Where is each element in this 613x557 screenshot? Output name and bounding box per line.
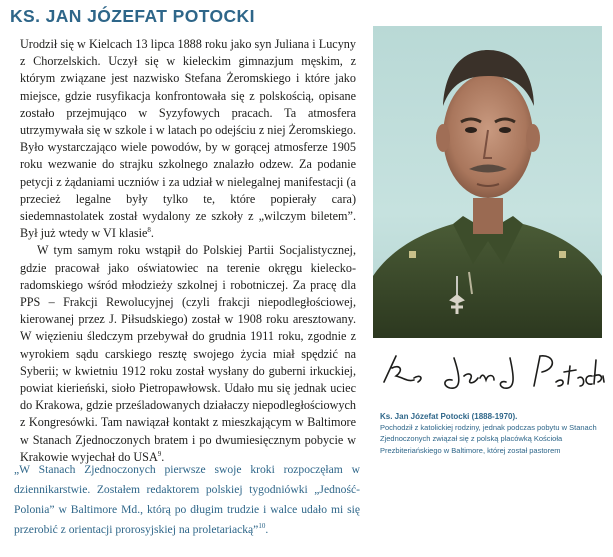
paragraph-2-text: W tym samym roku wstąpił do Polskiej Partii Socjalistycznej, gdzie pracował jako oświatowiec na terenie okręgu kielecko-radomskiego wśród młodzieży szkolnej i robotniczej. Za pracę dla PPS – Frakcji Rewolucyjnej (czyli frakcji niepodległościowej, kierowanej przez J. Piłsudskiego) został w 1908 roku aresztowany. W więzieniu śledczym przebywał do grudnia 1911 roku, zgodnie z wyrokiem sądu carskiego resztę swojego życia miał spędzić na Syberii; w kwietniu 1912 roku został wysłany do guberni irkuckiej, powiat kierieński, sioło Pietropawłowsk. Udało mu się jednak uciec do Krakowa, gdzie prześladowanych działaczy niepodległościowych z Kongresówki. Tam nawiązał kontakt z mieszkającym w Baltimore w Stanach Zjednoczonych bratem i po dwumiesięcznym pobycie w Krakowie wyjechał do USA bbox=[20, 243, 356, 464]
portrait-illustration bbox=[373, 26, 602, 338]
quote-block bbox=[14, 460, 360, 540]
paragraph-1: Urodził się w Kielcach 13 lipca 1888 roku jako syn Juliana i Lucyny z Chorzelskich. Uczył się w kieleckim gimnazjum męskim, z którym związane jest nazwisko Stefana Żeromskiego i które jako miejsce, gdzie rusyfikacja konfrontowała się z polskością, opisane zostało przejmująco w Syzyfowych pracach. Ta atmosfera utrzymywała się w szkole i w latach po odejściu z niej Żeromskiego. Było wystarczająco wiele powodów, by w gorącej atmosferze 1905 roku wezwanie do strajku szkolnego znalazło odzew. Za podanie petycji z żądaniami uczniów i za udział w nielegalnej manifestacji (a przecież legalne były tylko te, które popierały cara) siedemnastolatek został wydalony ze szkoły z „wilczym biletem”. Był już wtedy w VI klasie$^8$. bbox=[20, 37, 356, 241]
footnote-9: 9 bbox=[157, 449, 162, 458]
signature-handwriting bbox=[370, 346, 606, 400]
caption-title: Ks. Jan Józefat Potocki (1888-1970). bbox=[380, 412, 518, 421]
paragraph-1-text: Urodził się w Kielcach 13 lipca 1888 roku jako syn Juliana i Lucyny z Chorzelskich. Uczył się w kieleckim gimnazjum męskim, z którym związane jest nazwisko Stefana Żeromskiego i które jako miejsce, gdzie rusyfikacja konfrontowała się z polskością, opisane zostało przejmująco w Syzyfowych pracach. Ta atmosfera utrzymywała się w szkole i w latach po odejściu z niej Żeromskiego. Było wystarczająco wiele powodów, by w gorącej atmosferze 1905 roku wezwanie do strajku szkolnego znalazło odzew. Za podanie petycji z żądaniami uczniów i za udział w nielegalnej manifestacji (a przecież legalne były tylko te, które popierały cara) siedemnastolatek został wydalony ze szkoły z „wilczym biletem”. Był już wtedy w VI klasie bbox=[20, 37, 356, 241]
portrait-photo bbox=[373, 26, 602, 338]
article-title: KS. JAN JÓZEFAT POTOCKI bbox=[10, 6, 255, 26]
signature bbox=[370, 346, 606, 400]
footnote-10: 10 bbox=[258, 522, 266, 531]
quote-text: „W Stanach Zjednoczonych pierwsze swoje kroki rozpoczęłam w dziennikarstwie. Zostałem redaktorem polskiej tygodniówki „Jedność-Polonia” w Baltimore Md., którą po długim trudzie i walce udało mi się przerobić z orientacji prorosyjskiej na proletariacką” bbox=[14, 463, 360, 536]
quote-paragraph: „W Stanach Zjednoczonych pierwsze swoje kroki rozpoczęłam w dziennikarstwie. Zostałem redaktorem polskiej tygodniówki „Jedność-Polonia” w Baltimore Md., którą po długim trudzie i walce udało mi się przerobić z orientacji prorosyjskiej na proletariacką”$^{10}$. bbox=[14, 463, 360, 536]
article-body bbox=[20, 36, 356, 466]
photo-caption bbox=[380, 411, 606, 456]
paragraph-2: W tym samym roku wstąpił do Polskiej Partii Socjalistycznej, gdzie pracował jako oświatowiec na terenie okręgu kielecko-radomskiego wśród młodzieży szkolnej i robotniczej. Za pracę dla PPS – Frakcji Rewolucyjnej (czyli frakcji niepodległościowej, kierowanej przez J. Piłsudskiego) został w 1908 roku aresztowany. W więzieniu śledczym przebywał do grudnia 1911 roku, zgodnie z wyrokiem sądu carskiego resztę swojego życia miał spędzić na Syberii; w kwietniu 1912 roku został wysłany do guberni irkuckiej, powiat kierieński, sioło Pietropawłowsk. Udało mu się jednak uciec do Krakowa, gdzie prześladowanych działaczy niepodległościowych z Kongresówki. Tam nawiązał kontakt z mieszkającym w Baltimore w Stanach Zjednoczonych bratem i po dwumiesięcznym pobycie w Krakowie wyjechał do USA$^9$. bbox=[20, 243, 356, 464]
footnote-8: 8 bbox=[147, 226, 151, 235]
caption-text: Pochodził z katolickiej rodziny, jednak podczas pobytu w Stanach Zjednoczonych związał się z polską placówką Kościoła Prezbiteriańskiego w Baltimore, której został pastorem bbox=[380, 423, 597, 455]
